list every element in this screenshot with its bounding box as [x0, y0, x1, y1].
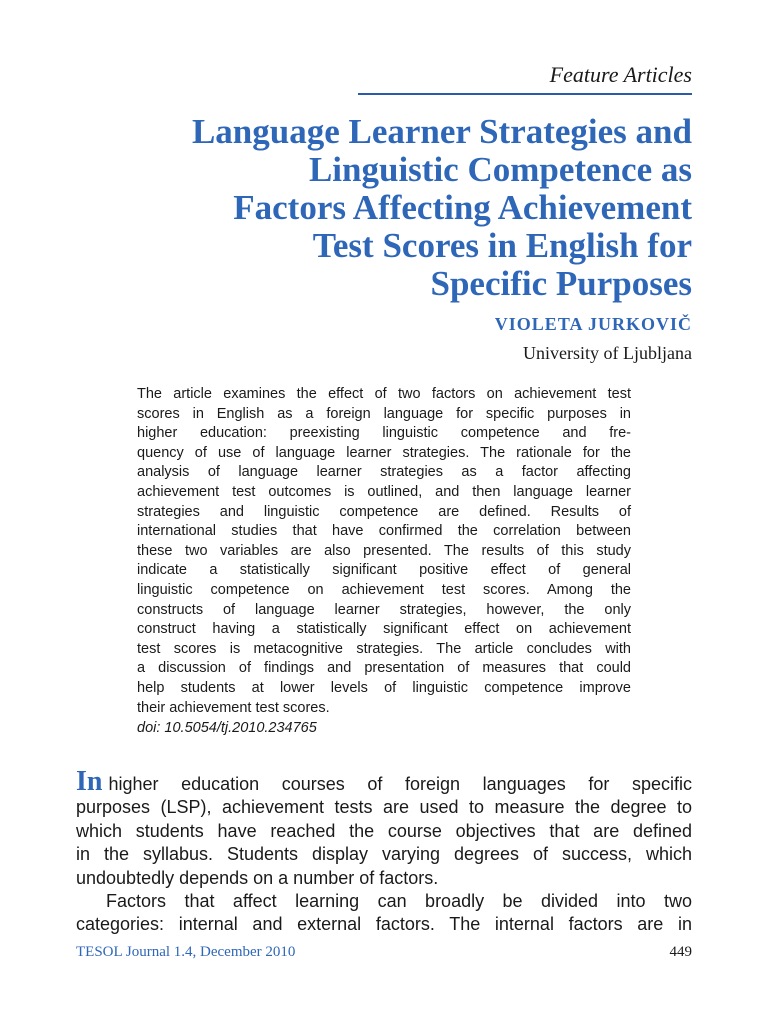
- article-title: [60, 113, 692, 303]
- title-line: Factors Affecting Achievement: [233, 188, 692, 227]
- abstract-line: analysis of language learner strategies as a factor affecting: [137, 464, 631, 481]
- abstract-line: test scores is metacognitive strategies. The article concludes with: [137, 640, 631, 657]
- title-line: Test Scores in English for: [312, 226, 692, 265]
- body-line: in the syllabus. Students display varying degrees of success, which: [76, 844, 692, 865]
- footer-journal: TESOL Journal 1.4, December 2010: [76, 944, 296, 960]
- abstract-line: construct having a statistically significant effect on achievement: [137, 621, 631, 638]
- author-name: VIOLETA JURKOVIČ: [494, 314, 692, 334]
- body-line: categories: internal and external factors. The internal factors are in: [76, 914, 692, 935]
- body-line: which students have reached the course objectives that are defined: [76, 820, 692, 841]
- body-line: Factors that affect learning can broadly be divided into two: [106, 891, 692, 912]
- abstract-line: strategies and linguistic competence are defined. Results of: [137, 503, 631, 520]
- abstract-line: achievement test outcomes is outlined, and then language learner: [137, 483, 631, 500]
- title-line: Linguistic Competence as: [308, 150, 692, 189]
- body-line-text: higher education courses of foreign languages for specific: [108, 774, 692, 794]
- body-line: undoubtedly depends on a number of factors.: [76, 867, 439, 888]
- abstract-line: international studies that have confirmed the correlation between: [137, 523, 631, 540]
- abstract-line: linguistic competence on achievement test scores. Among the: [137, 581, 631, 598]
- abstract-line: scores in English as a foreign language for specific purposes in: [137, 405, 631, 422]
- drop-cap: In: [76, 766, 103, 797]
- body-line: purposes (LSP), achievement tests are used to measure the degree to: [76, 797, 692, 818]
- author-affiliation: University of Ljubljana: [523, 343, 692, 363]
- page-number: 449: [669, 944, 692, 960]
- abstract-line: constructs of language learner strategies, however, the only: [137, 601, 631, 618]
- body-line: [76, 766, 692, 797]
- abstract-line: quency of use of language learner strategies. The rationale for the: [137, 444, 631, 461]
- abstract-line: higher education: preexisting linguistic competence and fre-: [137, 425, 631, 442]
- abstract-line: indicate a statistically significant positive effect of general: [137, 562, 631, 579]
- section-divider: [358, 93, 692, 95]
- doi: doi: 10.5054/tj.2010.234765: [137, 720, 317, 736]
- abstract-line: a discussion of findings and presentation of measures that could: [137, 660, 631, 677]
- abstract-line: The article examines the effect of two factors on achievement test: [137, 386, 631, 402]
- title-line: Language Learner Strategies and: [191, 112, 692, 151]
- section-label: Feature Articles: [549, 62, 692, 87]
- abstract-line: help students at lower levels of linguistic competence improve: [137, 679, 631, 696]
- abstract-line: these two variables are also presented. The results of this study: [137, 542, 631, 559]
- abstract-line: their achievement test scores.: [137, 699, 330, 716]
- title-line: Specific Purposes: [430, 264, 692, 303]
- body-text: [76, 766, 692, 937]
- abstract: [137, 385, 631, 718]
